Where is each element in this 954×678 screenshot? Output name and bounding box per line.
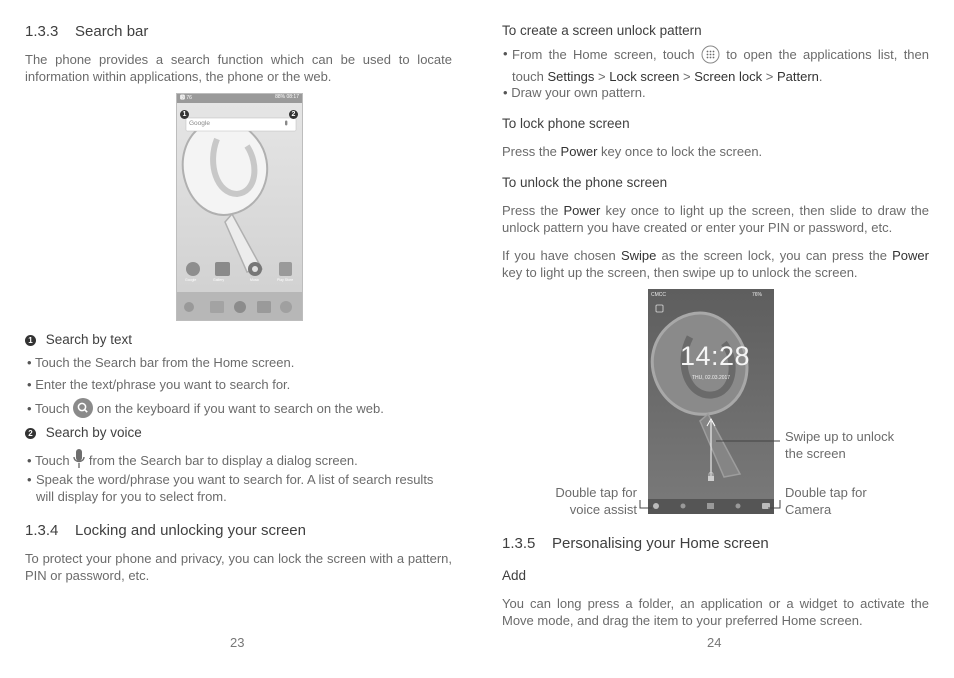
list-item: • Touch from the Search bar to display a dialog screen. bbox=[27, 448, 358, 474]
section-heading-search-bar bbox=[25, 23, 148, 40]
unlock-text-2 bbox=[502, 247, 929, 281]
section-title: Locking and unlocking your screen bbox=[75, 522, 306, 539]
bullet-text: to open the applications list, then touch bbox=[512, 47, 929, 84]
separator: > bbox=[598, 69, 606, 84]
callout-text: voice assist bbox=[569, 502, 637, 517]
search-bar-intro: The phone provides a search function which can be used to locate information within applications, the phone or the web. bbox=[25, 52, 452, 84]
callout-text: Double tap for bbox=[785, 485, 867, 500]
bullet-text: Touch bbox=[34, 453, 70, 468]
marker-1-icon: 1 bbox=[25, 335, 36, 346]
list-item: • Enter the text/phrase you want to search for. bbox=[27, 377, 291, 392]
marker-2: 2 bbox=[289, 110, 298, 119]
callout-text: Double tap for bbox=[555, 485, 637, 500]
home-screen-illustration bbox=[177, 94, 302, 320]
section-heading-locking bbox=[25, 522, 306, 539]
text: key once to light up the screen, then slide to draw the unlock pattern you have created or enter your PIN or password, etc. bbox=[502, 203, 929, 235]
bullet-text: on the keyboard if you want to search on the web. bbox=[96, 401, 384, 416]
unlock-heading: To unlock the phone screen bbox=[502, 175, 668, 190]
lock-screen-label: Lock screen bbox=[609, 69, 680, 84]
search-by-voice-title: Search by voice bbox=[45, 425, 142, 440]
lock-screen-image bbox=[648, 289, 774, 514]
section-heading-personalising bbox=[502, 535, 769, 552]
lock-text bbox=[502, 143, 762, 160]
status-bar-left: 🅱 76 bbox=[180, 95, 192, 101]
marker-2-icon: 2 bbox=[25, 428, 36, 439]
lock-date: THU, 02.03.2017 bbox=[692, 375, 731, 381]
period: . bbox=[818, 69, 823, 84]
power-key-label: Power bbox=[892, 248, 929, 263]
bullet-text: From the Home screen, touch bbox=[512, 47, 695, 62]
separator: > bbox=[765, 69, 774, 84]
bullet-text: Touch bbox=[34, 401, 70, 416]
status-bar-right: 88% 08:17 bbox=[275, 94, 299, 100]
callout-text: Swipe up to unlock bbox=[785, 429, 895, 444]
dock-label-play-store: Play Store bbox=[277, 278, 294, 282]
bullet-text: Touch the Search bar from the Home screen. bbox=[34, 355, 295, 370]
text: Press the bbox=[502, 203, 559, 218]
text: If you have chosen bbox=[502, 248, 616, 263]
callout-swipe-up bbox=[785, 428, 894, 462]
bullet-text: Enter the text/phrase you want to search for. bbox=[35, 377, 291, 392]
settings-label: Settings bbox=[547, 69, 595, 84]
dock-label-music: Music bbox=[250, 278, 260, 282]
bullet-text: Speak the word/phrase you want to search for. A list of search results will display for you to select from. bbox=[36, 472, 434, 504]
page-number-left: 23 bbox=[230, 635, 245, 650]
app-drawer-icon bbox=[701, 45, 720, 68]
lock-screen-illustration bbox=[648, 289, 774, 514]
unlock-text-1 bbox=[502, 202, 929, 236]
list-item: • Touch on the keyboard if you want to search on the web. bbox=[27, 398, 384, 422]
page-number-right: 24 bbox=[707, 635, 722, 650]
section-title: Search bar bbox=[75, 23, 149, 40]
lock-heading: To lock phone screen bbox=[502, 116, 630, 131]
power-key-label: Power bbox=[560, 144, 598, 159]
search-by-text-heading bbox=[25, 332, 132, 347]
section-number: 1.3.3 bbox=[25, 23, 59, 40]
google-search-bar-label[interactable]: Google bbox=[189, 120, 210, 127]
text: key once to lock the screen. bbox=[601, 144, 763, 159]
bullet-text: Draw your own pattern. bbox=[511, 85, 646, 100]
screen-lock-label: Screen lock bbox=[694, 69, 763, 84]
pattern-heading: To create a screen unlock pattern bbox=[502, 23, 702, 38]
dock-label-google: Google bbox=[185, 278, 197, 282]
text: Press the bbox=[502, 144, 557, 159]
list-item: • From the Home screen, touch to open the applications list, then touch Settings > Lock screen > Screen lock > Pattern. bbox=[503, 46, 929, 84]
search-by-voice-heading bbox=[25, 425, 142, 440]
list-item: • Speak the word/phrase you want to search for. A list of search results will display for you to select from. bbox=[27, 471, 454, 505]
add-heading: Add bbox=[502, 568, 527, 583]
text: key to light up the screen, then swipe up to unlock the screen. bbox=[502, 265, 858, 280]
callout-camera bbox=[785, 484, 867, 518]
search-by-text-title: Search by text bbox=[45, 332, 133, 347]
pattern-label: Pattern bbox=[776, 69, 819, 84]
carrier-label: CMCC bbox=[651, 292, 666, 298]
callout-text: Camera bbox=[785, 502, 832, 517]
callout-text: the screen bbox=[785, 446, 846, 461]
marker-1: 1 bbox=[180, 110, 189, 119]
separator: > bbox=[682, 69, 691, 84]
callout-voice-assist bbox=[530, 484, 637, 518]
lock-time: 14:28 bbox=[680, 341, 751, 371]
home-screen-image bbox=[176, 93, 303, 321]
section-number: 1.3.5 bbox=[502, 535, 536, 552]
dock-label-gallery: Gallery bbox=[213, 278, 225, 282]
section-number: 1.3.4 bbox=[25, 522, 59, 539]
protect-text: To protect your phone and privacy, you can lock the screen with a pattern, PIN or password, etc. bbox=[25, 551, 452, 583]
search-icon bbox=[73, 398, 93, 422]
list-item: • Draw your own pattern. bbox=[503, 85, 646, 100]
bullet-text: from the Search bar to display a dialog screen. bbox=[88, 453, 358, 468]
text: as the screen lock, you can press the bbox=[661, 248, 887, 263]
power-key-label: Power bbox=[563, 203, 601, 218]
list-item: • Touch the Search bar from the Home screen. bbox=[27, 355, 295, 370]
add-text: You can long press a folder, an application or a widget to activate the Move mode, and drag the item to your preferred Home screen. bbox=[502, 596, 929, 628]
swipe-label: Swipe bbox=[620, 248, 657, 263]
battery-label: 76% bbox=[751, 292, 762, 298]
section-title: Personalising your Home screen bbox=[552, 535, 769, 552]
